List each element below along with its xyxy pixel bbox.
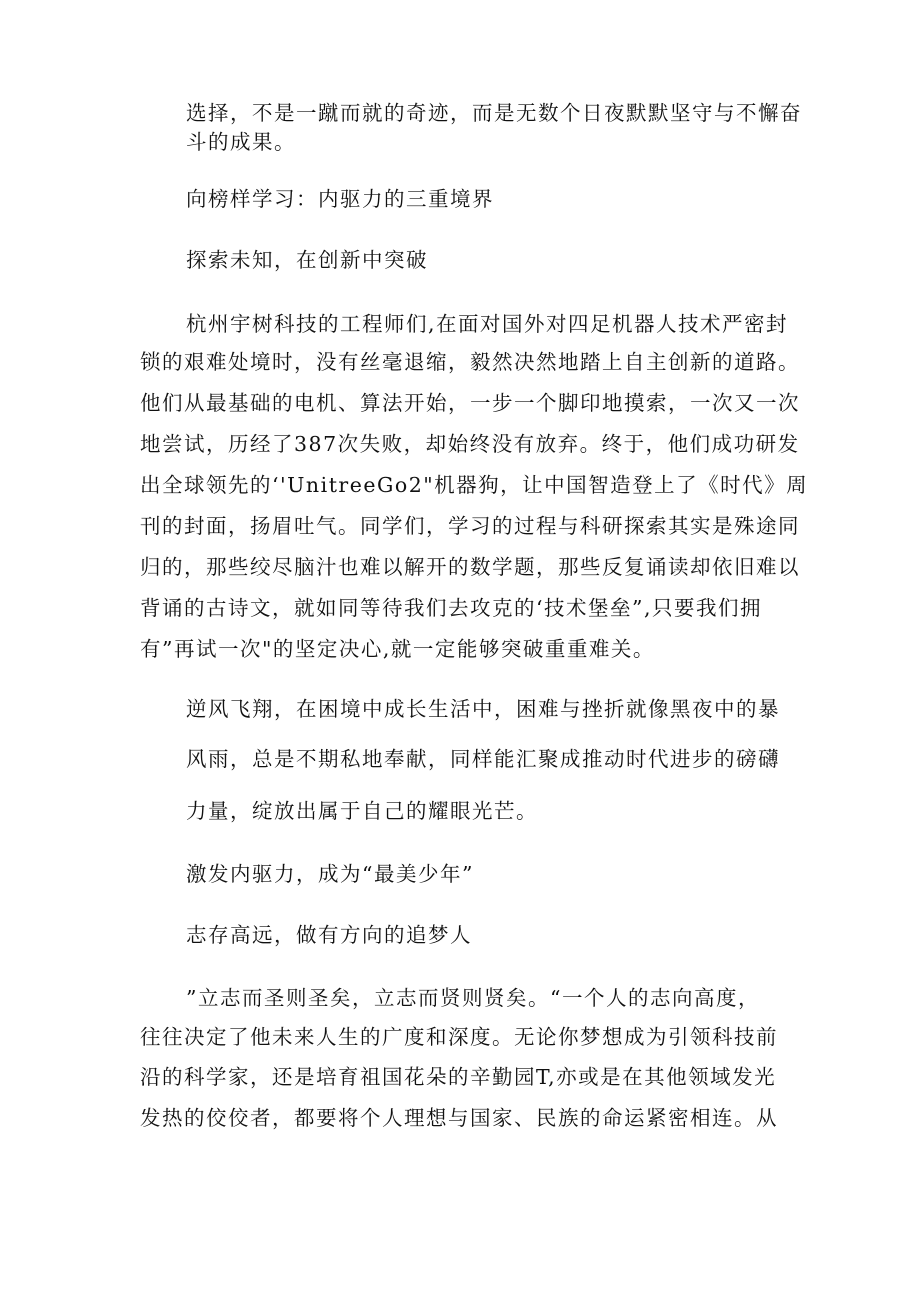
text-line: ”立志而圣则圣矣，立志而贤则贤矣。“一个人的志向高度， <box>186 986 760 1010</box>
subsection-heading: 志存高远，做有方向的追梦人 <box>186 923 472 947</box>
subsection-heading: 探索未知，在创新中突破 <box>186 248 428 272</box>
text-line: 选择，不是一蹴而就的奇迹，而是无数个日夜默默坚守与不懈奋 <box>186 101 802 125</box>
text-line: 风雨，总是不期私地奉献，同样能汇聚成推动时代进步的磅礴 <box>186 747 780 771</box>
text-line: 逆风飞翔，在困境中成长生活中，困难与挫折就像黑夜中的暴 <box>186 697 780 721</box>
text-line: 有”再试一次"的坚定决心,就一定能够突破重重难关。 <box>140 637 655 661</box>
section-heading: 激发内驱力，成为“最美少年” <box>186 862 474 886</box>
text-line: 杭州宇树科技的工程师们,在面对国外对四足机器人技术严密封 <box>186 312 789 336</box>
text-line: 地尝试，历经了387次失败，却始终没有放弃。终于，他们成功研发 <box>140 432 800 456</box>
section-heading: 向榜样学习：内驱力的三重境界 <box>186 187 494 211</box>
text-line: 锁的艰难处境时，没有丝毫退缩，毅然决然地踏上自主创新的道路。 <box>140 350 800 374</box>
text-line: 斗的成果。 <box>186 130 296 154</box>
text-line: 往往决定了他未来人生的广度和深度。无论你梦想成为引领科技前 <box>140 1025 778 1049</box>
text-line: 出全球领先的‘'UnitreeGo2"机器狗，让中国智造登上了《时代》周 <box>140 473 809 497</box>
text-line: 归的，那些绞尽脑汁也难以解开的数学题，那些反复诵读却依旧难以 <box>140 555 800 579</box>
text-line: 背诵的古诗文，就如同等待我们去攻克的‘技术堡垒”,只要我们拥 <box>140 596 763 620</box>
text-line: 发热的佼佼者，都要将个人理想与国家、民族的命运紧密相连。从 <box>140 1106 778 1130</box>
text-line: 沿的科学家，还是培育祖国花朵的辛勤园T,亦或是在其他领域发光 <box>140 1065 777 1089</box>
text-line: 刊的封面，扬眉吐气。同学们，学习的过程与科研探索其实是殊途同 <box>140 514 800 538</box>
text-line: 他们从最基础的电机、算法开始，一步一个脚印地摸索，一次又一次 <box>140 391 800 415</box>
text-line: 力量，绽放出属于自己的耀眼光芒。 <box>186 799 538 823</box>
